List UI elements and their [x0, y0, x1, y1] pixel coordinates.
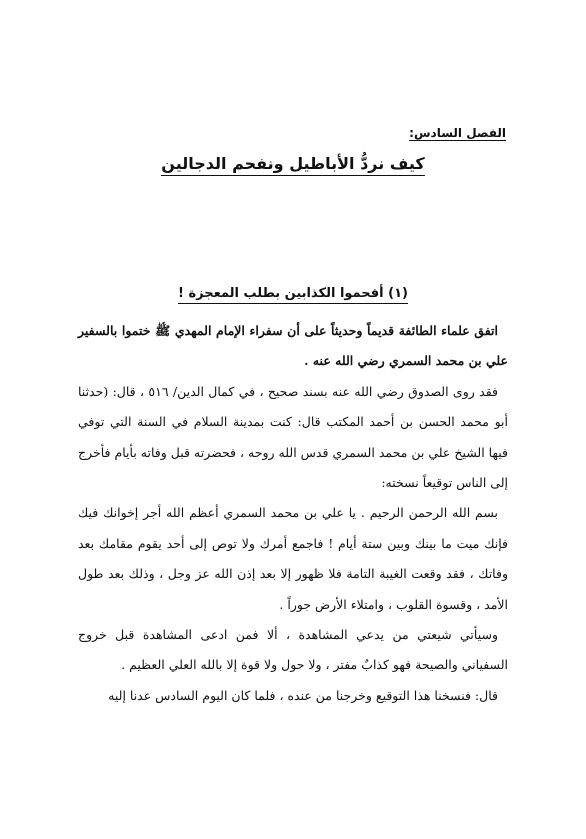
chapter-label: الفصل السادس:	[409, 126, 506, 140]
body-text	[78, 316, 508, 711]
paragraph-2: فقد روى الصدوق رضي الله عنه بسند صحيح ، في كمال الدين/ ٥١٦ ، قال: (حدثنا أبو محمد الحسن بن أحمد المكتب قال: كنت بمدينة السلام في السنة التي توفي فيها الشيخ علي بن محمد السمري قدس الله روحه ، فحضرته قبل وفاته بأيام فأخرج إلى الناس توقيعاً نسخته:	[78, 383, 508, 491]
section-heading-wrap	[0, 286, 586, 301]
paragraph-4: وسيأتي شيعتي من يدعي المشاهدة ، ألا فمن ادعى المشاهدة قبل خروج السفياني والصيحة فهو كذابٌ مفتر ، ولا حول ولا قوة إلا بالله العلي العظيم .	[78, 627, 508, 673]
chapter-title-wrap	[0, 154, 586, 173]
section-heading: (١) أفحموا الكذابين بطلب المعجزة !	[178, 286, 408, 304]
paragraph-5: قال: فنسخنا هذا التوقيع وخرجنا من عنده ، فلما كان اليوم السادس عدنا إليه	[108, 687, 498, 703]
chapter-title: كيف نردُّ الأباطيل ونفحم الدجالين	[161, 154, 424, 176]
paragraph-3: بسم الله الرحمن الرحيم . يا علي بن محمد السمري أعظم الله أجر إخوانك فيك فإنك ميت ما بينك وبين ستة أيام ! فاجمع أمرك ولا توص إلى أحد يقوم مقامك بعد وفاتك ، فقد وقعت الغيبة التامة فلا ظهور إلا بعد إذن الله عز وجل ، وذلك بعد طول الأمد ، وقسوة القلوب ، وامتلاء الأرض جوراً .	[78, 505, 508, 612]
paragraph-1: اتفق علماء الطائفة قديماً وحديثاً على أن سفراء الإمام المهدي ﷺ ختموا بالسفير علي بن محمد السمري رضي الله عنه .	[78, 323, 508, 369]
